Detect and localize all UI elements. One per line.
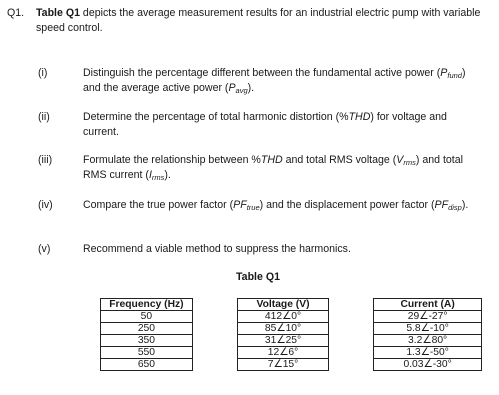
frequency-cell: 350: [101, 335, 193, 347]
column-gap: [192, 299, 237, 311]
part-text: [83, 198, 483, 213]
column-gap: [192, 347, 237, 359]
table-row: [101, 335, 482, 347]
current-cell: 1.3∠-50°: [374, 347, 482, 359]
column-gap: [329, 335, 374, 347]
text-run: Compare the true power factor (: [83, 199, 234, 211]
question-number: Q1.: [7, 7, 25, 19]
part-numeral: (iii): [38, 154, 53, 166]
voltage-cell: 12∠6°: [237, 347, 329, 359]
part-numeral: (i): [38, 67, 48, 79]
symbol: PF: [233, 199, 247, 211]
symbol: THD: [260, 154, 283, 166]
table-reference: Table Q1: [36, 7, 80, 19]
symbol: PF: [434, 199, 449, 211]
question-intro-text: depicts the average measurement results for an industrial electric pump with variable speed control.: [36, 7, 481, 34]
part-numeral: (iv): [38, 199, 53, 211]
part-numeral: (ii): [38, 111, 50, 123]
text-run: ).: [461, 199, 469, 211]
current-cell: 5.8∠-10°: [374, 323, 482, 335]
text-run: ) and the displacement power factor (: [259, 199, 435, 211]
subscript: rms: [151, 173, 165, 182]
text-run: Recommend a viable method to suppress the harmonics.: [83, 243, 351, 255]
part-text: [83, 66, 483, 96]
subscript: rms: [403, 158, 416, 167]
table-row: [101, 311, 482, 323]
table-header-row: [101, 299, 482, 311]
column-gap: [192, 359, 237, 371]
symbol: THD: [348, 111, 371, 123]
column-gap: [329, 347, 374, 359]
voltage-cell: 7∠15°: [237, 359, 329, 371]
column-gap: [192, 335, 237, 347]
text-run: ) for voltage and current.: [83, 111, 447, 138]
current-cell: 29∠-27°: [374, 311, 482, 323]
column-gap: [329, 299, 374, 311]
column-gap: [329, 311, 374, 323]
frequency-cell: 50: [101, 311, 193, 323]
text-run: Distinguish the percentage different between the fundamental active power (: [83, 67, 441, 79]
symbol: P: [440, 67, 448, 79]
question-intro: [36, 6, 488, 36]
frequency-cell: 250: [101, 323, 193, 335]
part-text: [83, 110, 483, 140]
table-row: [101, 359, 482, 371]
part-text: [83, 242, 483, 257]
text-run: ).: [247, 82, 255, 94]
symbol: P: [228, 82, 236, 94]
header-voltage: Voltage (V): [237, 299, 329, 311]
measurement-table: [100, 298, 482, 371]
symbol: V: [396, 154, 404, 166]
symbol: I: [148, 169, 152, 181]
subscript: disp: [448, 203, 462, 212]
header-current: Current (A): [374, 299, 482, 311]
text-run: Determine the percentage of total harmonic distortion (%: [83, 111, 349, 123]
column-gap: [192, 311, 237, 323]
subscript: avg: [235, 86, 248, 95]
table-row: [101, 347, 482, 359]
subscript: true: [246, 203, 260, 212]
column-gap: [329, 359, 374, 371]
part-text: [83, 153, 483, 183]
voltage-cell: 31∠25°: [237, 335, 329, 347]
text-run: ).: [164, 169, 171, 181]
current-cell: 0.03∠-30°: [374, 359, 482, 371]
text-run: ) and the average active power (: [83, 67, 466, 94]
voltage-cell: 412∠0°: [237, 311, 329, 323]
column-gap: [192, 323, 237, 335]
part-numeral: (v): [38, 243, 51, 255]
frequency-cell: 650: [101, 359, 193, 371]
current-cell: 3.2∠80°: [374, 335, 482, 347]
frequency-cell: 550: [101, 347, 193, 359]
column-gap: [329, 323, 374, 335]
text-run: Formulate the relationship between %: [83, 154, 261, 166]
text-run: ) and total RMS current (: [83, 154, 463, 181]
subscript: fund: [447, 71, 462, 80]
table-caption: Table Q1: [236, 271, 280, 283]
text-run: and total RMS voltage (: [282, 154, 397, 166]
voltage-cell: 85∠10°: [237, 323, 329, 335]
header-frequency: Frequency (Hz): [101, 299, 193, 311]
table-row: [101, 323, 482, 335]
